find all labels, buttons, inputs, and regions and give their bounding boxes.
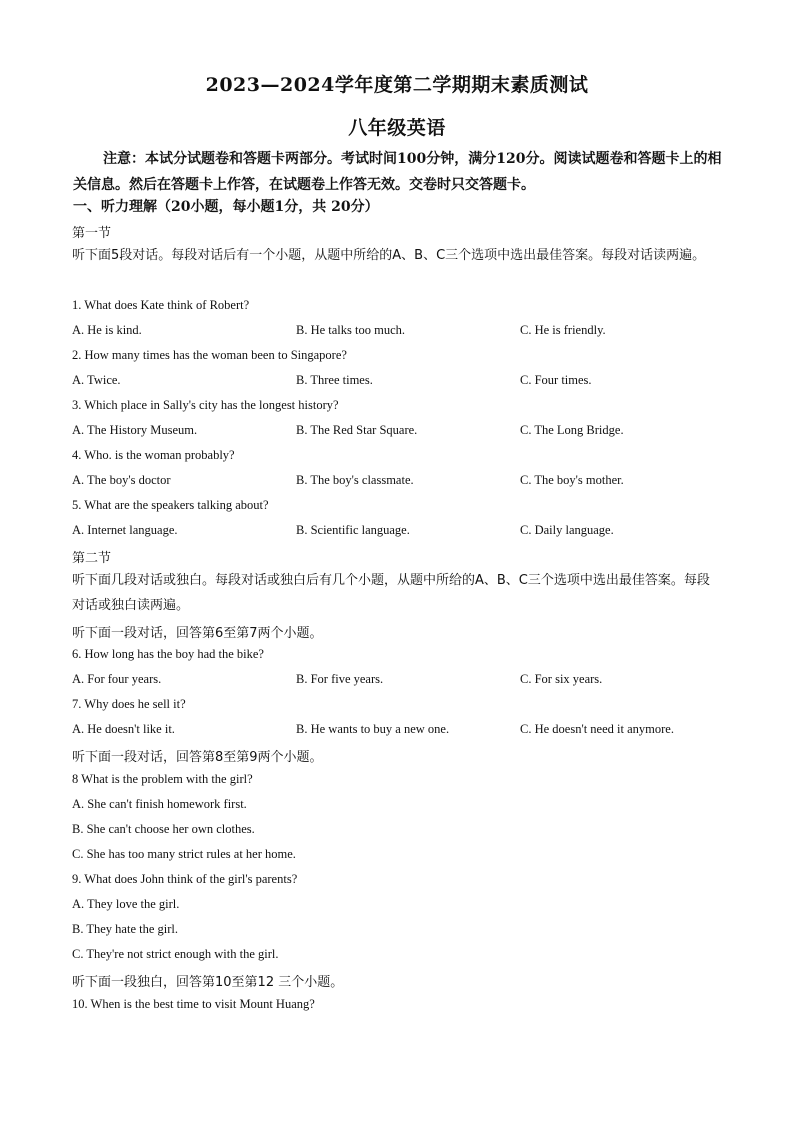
question-1: 1. What does Kate think of Robert?: [72, 298, 250, 312]
question-8: 8 What is the problem with the girl?: [72, 772, 253, 786]
question-3: 3. Which place in Sally's city has the longest history?: [72, 398, 339, 412]
question-5: 5. What are the speakers talking about?: [72, 498, 269, 512]
question-4-option-a: A. The boy's doctor: [72, 473, 171, 487]
question-4-option-c: C. The boy's mother.: [520, 473, 624, 487]
question-2: 2. How many times has the woman been to Singapore?: [72, 348, 347, 362]
prompt-q8-q9: 听下面一段对话，回答第8至第9两个小题。: [72, 750, 323, 765]
question-7-option-a: A. He doesn't like it.: [72, 722, 175, 736]
section-listening-title: 一、听力理解（20小题，每小题1分，共 20分）: [73, 199, 379, 215]
question-6: 6. How long has the boy had the bike?: [72, 647, 264, 661]
question-6-option-b: B. For five years.: [296, 672, 384, 686]
question-7: 7. Why does he sell it?: [72, 697, 186, 711]
prompt-q10-q12: 听下面一段独白，回答第10至第12 三个小题。: [72, 975, 344, 990]
question-9: 9. What does John think of the girl's parents?: [72, 872, 298, 886]
part2-instructions: 听下面几段对话或独白。每段对话或独白后有几个小题，从题中所给的A、B、C三个选项中选出最佳答案。每段对话或独白读两遍。: [72, 573, 710, 613]
question-1-option-c: C. He is friendly.: [520, 323, 606, 337]
question-8-option-b: B. She can't choose her own clothes.: [72, 822, 255, 836]
question-8-option-a: A. She can't finish homework first.: [72, 797, 247, 811]
prompt-q6-q7: 听下面一段对话，回答第6至第7两个小题。: [72, 626, 323, 641]
question-9-option-b: B. They hate the girl.: [72, 922, 178, 936]
question-7-option-c: C. He doesn't need it anymore.: [520, 722, 674, 736]
question-4: 4. Who. is the woman probably?: [72, 448, 235, 462]
question-3-option-c: C. The Long Bridge.: [520, 423, 624, 437]
question-4-option-b: B. The boy's classmate.: [296, 473, 414, 487]
question-1-option-b: B. He talks too much.: [296, 323, 406, 337]
question-6-option-a: A. For four years.: [72, 672, 162, 686]
question-5-option-b: B. Scientific language.: [296, 523, 410, 537]
exam-notice: 注意：本试分试题卷和答题卡两部分。考试时间100分钟，满分120分。阅读试题卷和答题卡上的相关信息。然后在答题卡上作答，在试题卷上作答无效。交卷时只交答题卡。: [73, 151, 722, 193]
question-9-option-c: C. They're not strict enough with the girl.: [72, 947, 279, 961]
question-3-option-a: A. The History Museum.: [72, 423, 198, 437]
part2-label: 第二节: [72, 551, 112, 566]
question-7-option-b: B. He wants to buy a new one.: [296, 722, 450, 736]
question-8-option-c: C. She has too many strict rules at her home.: [72, 847, 296, 861]
question-5-option-a: A. Internet language.: [72, 523, 178, 537]
part1-instructions: 听下面5段对话。每段对话后有一个小题，从题中所给的A、B、C三个选项中选出最佳答案。每段对话读两遍。: [72, 248, 706, 263]
question-2-option-b: B. Three times.: [296, 373, 373, 387]
part1-label: 第一节: [72, 226, 112, 241]
question-2-option-a: A. Twice.: [72, 373, 121, 387]
question-2-option-c: C. Four times.: [520, 373, 592, 387]
exam-title: 2023—2024学年度第二学期期末素质测试: [205, 74, 589, 96]
question-3-option-b: B. The Red Star Square.: [296, 423, 418, 437]
question-9-option-a: A. They love the girl.: [72, 897, 180, 911]
exam-subject: 八年级英语: [348, 117, 446, 139]
question-5-option-c: C. Daily language.: [520, 523, 614, 537]
question-6-option-c: C. For six years.: [520, 672, 603, 686]
question-10: 10. When is the best time to visit Mount Huang?: [72, 997, 315, 1011]
question-1-option-a: A. He is kind.: [72, 323, 142, 337]
